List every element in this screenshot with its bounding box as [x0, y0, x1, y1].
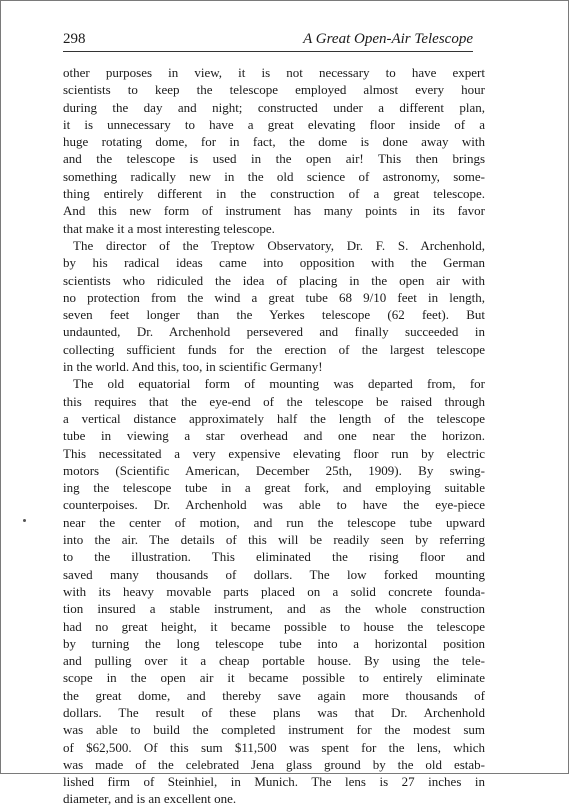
text-line: of $62,500. Of this sum $11,500 was spent for the lens, which: [63, 739, 485, 755]
text-line: huge rotating dome, for in fact, the dome is done away with: [63, 134, 485, 150]
text-line: this requires that the eye-end of the telescope be raised through: [63, 393, 485, 409]
text-line: by turning the long telescope tube into a horizontal position: [63, 635, 485, 651]
text-line: with its heavy movable parts placed on a solid concrete founda-: [63, 583, 485, 599]
text-line: tube in viewing a star overhead and one near the horizon.: [63, 428, 485, 444]
paragraph-2: [63, 237, 485, 375]
text-line: something radically new in the old science of astronomy, some-: [63, 168, 485, 184]
text-line: The director of the Treptow Observatory, Dr. F. S. Archenhold,: [73, 237, 485, 253]
paragraph-1: [63, 64, 485, 237]
page-header: [63, 29, 473, 52]
body-text: [63, 64, 485, 808]
text-line: diameter, and is an excellent one.: [63, 791, 237, 807]
text-line: lished firm of Steinhiel, in Munich. The lens is 27 inches in: [63, 774, 485, 790]
text-line: no protection from the wind a great tube 68 9/10 feet in length,: [63, 289, 485, 305]
margin-ink-dot: [23, 519, 26, 522]
running-title: A Great Open-Air Telescope: [303, 31, 473, 47]
text-line: scientists to keep the telescope employed almost every hour: [63, 82, 485, 98]
text-line: saved many thousands of dollars. The low forked mounting: [63, 566, 485, 582]
text-line: had no great height, it became possible to house the telescope: [63, 618, 485, 634]
text-line: in the world. And this, too, in scientific Germany!: [63, 359, 323, 375]
text-line: And this new form of instrument has many points in its favor: [63, 203, 485, 219]
text-line: during the day and night; constructed under a different plan,: [63, 99, 485, 115]
text-line: other purposes in view, it is not necessary to have expert: [63, 65, 485, 80]
text-line: The old equatorial form of mounting was departed from, for: [73, 376, 485, 392]
text-line: dollars. The result of these plans was that Dr. Archenhold: [63, 704, 485, 720]
text-line: counterpoises. Dr. Archenhold was able to have the eye-piece: [63, 497, 485, 513]
text-line: scientists who ridiculed the idea of placing in the open air with: [63, 272, 485, 288]
text-line: tion insured a stable instrument, and as the whole construction: [63, 601, 485, 617]
text-line: This necessitated a very expensive elevating floor run by electric: [63, 445, 485, 461]
text-line: near the center of motion, and run the telescope tube upward: [63, 514, 485, 530]
text-line: by his radical ideas came into opposition with the German: [63, 255, 485, 271]
paragraph-3: [63, 375, 485, 807]
text-line: that make it a most interesting telescope.: [63, 220, 275, 236]
text-line: the great dome, and thereby save again more thousands of: [63, 687, 485, 703]
text-line: collecting sufficient funds for the erection of the largest telescope: [63, 341, 485, 357]
text-line: into the air. The details of this will be readily seen by referring: [63, 532, 485, 548]
text-line: was made of the celebrated Jena glass ground by the old estab-: [63, 756, 485, 772]
text-line: and the telescope is used in the open air! This then brings: [63, 151, 485, 167]
text-line: thing entirely different in the construction of a great telescope.: [63, 186, 485, 202]
text-line: it is unnecessary to have a great elevating floor inside of a: [63, 116, 485, 132]
text-line: to the illustration. This eliminated the rising floor and: [63, 549, 485, 565]
text-line: seven feet longer than the Yerkes telescope (62 feet). But: [63, 307, 485, 323]
text-line: scope in the open air it became possible to entirely eliminate: [63, 670, 485, 686]
text-line: and pulling over it a cheap portable house. By using the tele-: [63, 653, 485, 669]
text-line: ing the telescope tube in a great fork, and employing suitable: [63, 480, 485, 496]
text-line: motors (Scientific American, December 25th, 1909). By swing-: [63, 462, 485, 478]
page-number: 298: [63, 31, 86, 47]
text-line: undaunted, Dr. Archenhold persevered and finally succeeded in: [63, 324, 485, 340]
text-line: was able to build the completed instrument for the modest sum: [63, 722, 485, 738]
text-line: a vertical distance approximately half the length of the telescope: [63, 410, 485, 426]
